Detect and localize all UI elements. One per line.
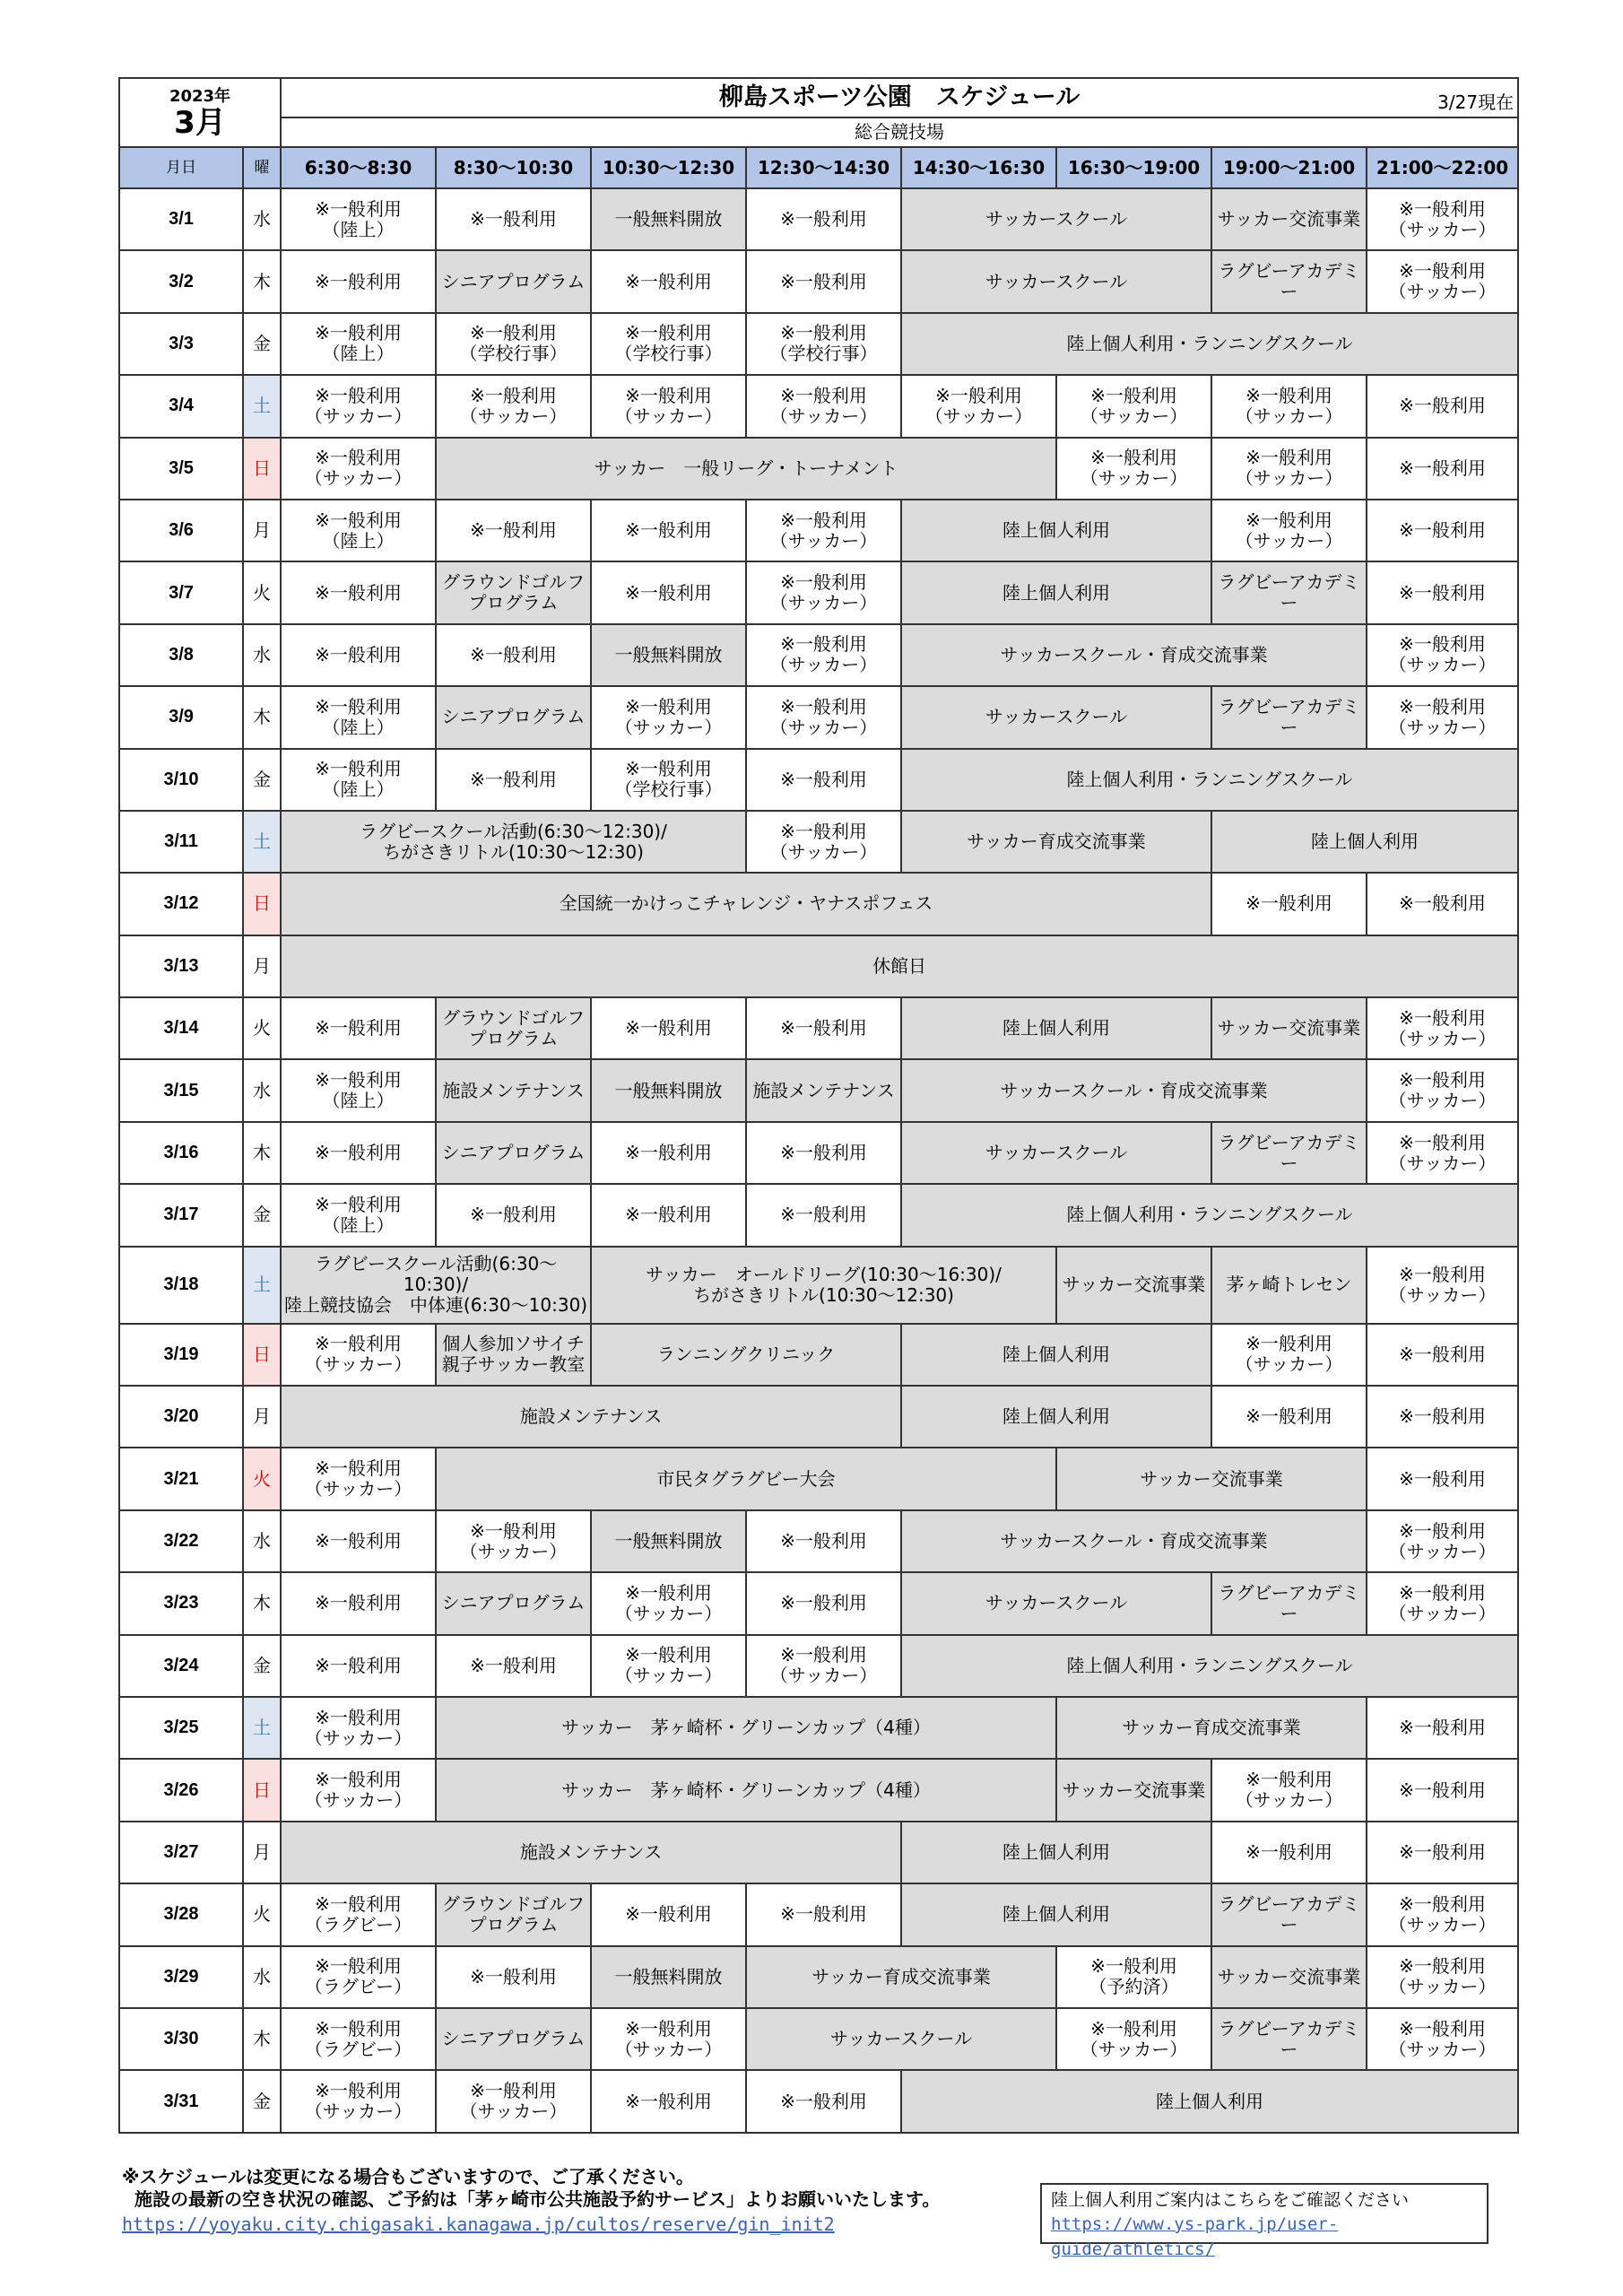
as-of-date: 3/27現在	[1437, 91, 1515, 113]
schedule-row	[119, 2008, 1518, 2070]
schedule-row	[119, 1059, 1518, 1121]
weekday-cell: 水	[243, 1946, 281, 2008]
slot-cell: 陸上個人利用	[901, 2070, 1518, 2132]
weekday-cell: 金	[243, 1635, 281, 1697]
slot-cell: ※一般利用 （サッカー）	[746, 624, 901, 686]
slot-cell: ※一般利用 （サッカー）	[591, 2008, 746, 2070]
date-cell: 3/24	[119, 1635, 243, 1697]
slot-cell: ※一般利用	[281, 250, 436, 312]
slot-cell: ラグビーアカデミー	[1211, 1572, 1367, 1634]
slot-cell: ※一般利用	[591, 1883, 746, 1945]
slot-cell: ※一般利用	[746, 250, 901, 312]
slot-cell: ※一般利用	[746, 1184, 901, 1246]
slot-cell: ※一般利用 （ラグビー）	[281, 1883, 436, 1945]
date-cell: 3/1	[119, 188, 243, 250]
slot-cell: ※一般利用 （学校行事）	[591, 749, 746, 811]
slot-cell: シニアプログラム	[436, 1572, 591, 1634]
title-cell	[281, 78, 1518, 117]
weekday-cell: 月	[243, 1822, 281, 1883]
date-cell: 3/26	[119, 1759, 243, 1821]
date-cell: 3/31	[119, 2070, 243, 2132]
slot-cell: ※一般利用 （サッカー）	[1367, 1059, 1518, 1121]
slot-cell: サッカー交流事業	[1056, 1759, 1211, 1821]
slot-cell: ※一般利用	[436, 1184, 591, 1246]
slot-cell: ※一般利用	[436, 500, 591, 561]
slot-cell: ※一般利用 （サッカー）	[746, 811, 901, 873]
slot-cell: ※一般利用 （サッカー）	[1367, 1247, 1518, 1324]
slot-cell: 一般無料開放	[591, 624, 746, 686]
col-header-dow: 曜	[243, 147, 281, 188]
slot-cell: ※一般利用 （サッカー）	[746, 500, 901, 561]
weekday-cell: 金	[243, 2070, 281, 2132]
column-header-row	[119, 147, 1518, 188]
weekday-cell: 日	[243, 438, 281, 500]
slot-cell: ※一般利用 （サッカー）	[436, 1510, 591, 1572]
weekday-cell: 火	[243, 561, 281, 623]
slot-cell: ※一般利用 （サッカー）	[1367, 1883, 1518, 1945]
slot-cell: 個人参加ソサイチ 親子サッカー教室	[436, 1324, 591, 1386]
slot-cell: ※一般利用	[436, 749, 591, 811]
slot-cell: グラウンドゴルフ プログラム	[436, 1883, 591, 1945]
schedule-row	[119, 811, 1518, 873]
slot-cell: ※一般利用 （サッカー）	[1056, 2008, 1211, 2070]
slot-cell: ※一般利用 （ラグビー）	[281, 1946, 436, 2008]
schedule-row	[119, 935, 1518, 997]
slot-cell: サッカースクール	[901, 250, 1211, 312]
slot-cell: ※一般利用 （サッカー）	[1056, 375, 1211, 437]
weekday-cell: 金	[243, 1184, 281, 1246]
slot-cell: ※一般利用 （サッカー）	[1056, 438, 1211, 500]
slot-cell: ※一般利用 （サッカー）	[281, 1697, 436, 1759]
slot-cell: ※一般利用	[436, 1635, 591, 1697]
facility-name: 総合競技場	[281, 117, 1518, 147]
slot-cell: 施設メンテナンス	[281, 1386, 901, 1448]
slot-cell: ※一般利用 （サッカー）	[746, 1635, 901, 1697]
slot-cell: 施設メンテナンス	[746, 1059, 901, 1121]
weekday-cell: 木	[243, 2008, 281, 2070]
slot-cell: 陸上個人利用・ランニングスクール	[901, 1635, 1518, 1697]
slot-cell: ※一般利用 （サッカー）	[1367, 997, 1518, 1059]
slot-cell: ※一般利用 （学校行事）	[746, 313, 901, 375]
slot-cell: ※一般利用	[746, 997, 901, 1059]
schedule-row	[119, 561, 1518, 623]
slot-cell: ※一般利用	[591, 1122, 746, 1184]
slot-cell: サッカースクール	[901, 1122, 1211, 1184]
schedule-table	[118, 77, 1519, 2134]
slot-cell: ※一般利用	[1367, 500, 1518, 561]
slot-cell: ※一般利用 （陸上）	[281, 686, 436, 748]
slot-cell: ※一般利用 （ラグビー）	[281, 2008, 436, 2070]
schedule-row	[119, 1510, 1518, 1572]
slot-cell: サッカースクール	[901, 686, 1211, 748]
schedule-row	[119, 1247, 1518, 1324]
slot-cell: ※一般利用 （サッカー）	[591, 1635, 746, 1697]
slot-cell: ※一般利用	[1367, 375, 1518, 437]
weekday-cell: 木	[243, 1122, 281, 1184]
slot-cell: グラウンドゴルフ プログラム	[436, 997, 591, 1059]
slot-cell: ※一般利用 （サッカー）	[746, 561, 901, 623]
slot-cell: ※一般利用 （サッカー）	[591, 1572, 746, 1634]
slot-cell: ラグビーアカデミー	[1211, 561, 1367, 623]
slot-cell: 陸上個人利用・ランニングスクール	[901, 1184, 1518, 1246]
date-cell: 3/27	[119, 1822, 243, 1883]
schedule-row	[119, 188, 1518, 250]
year-month-cell	[119, 78, 281, 147]
slot-cell: サッカースクール・育成交流事業	[901, 1510, 1367, 1572]
slot-cell: ※一般利用	[1367, 1697, 1518, 1759]
slot-cell: ラグビーアカデミー	[1211, 1883, 1367, 1945]
slot-cell: ※一般利用	[1211, 1822, 1367, 1883]
slot-cell: ※一般利用	[1367, 1324, 1518, 1386]
slot-cell: ※一般利用 （サッカー）	[436, 375, 591, 437]
slot-cell: 陸上個人利用	[1211, 811, 1518, 873]
slot-cell: ※一般利用 （サッカー）	[281, 1448, 436, 1509]
slot-cell: ラグビーアカデミー	[1211, 2008, 1367, 2070]
slot-cell: サッカー オールドリーグ(10:30～16:30)/ ちがさきリトル(10:30～12:30)	[591, 1247, 1056, 1324]
slot-cell: 全国統一かけっこチャレンジ・ヤナスポフェス	[281, 873, 1211, 935]
slot-cell: ※一般利用 （陸上）	[281, 749, 436, 811]
slot-cell: ※一般利用	[281, 1122, 436, 1184]
schedule-row	[119, 624, 1518, 686]
schedule-row	[119, 1572, 1518, 1634]
slot-cell: 陸上個人利用	[901, 561, 1211, 623]
date-cell: 3/5	[119, 438, 243, 500]
slot-cell: ※一般利用	[746, 1122, 901, 1184]
date-cell: 3/29	[119, 1946, 243, 2008]
slot-cell: ※一般利用 （サッカー）	[591, 686, 746, 748]
athletics-info-box	[1040, 2183, 1488, 2259]
slot-cell: サッカー交流事業	[1056, 1448, 1367, 1509]
slot-cell: 陸上個人利用	[901, 1822, 1211, 1883]
slot-cell: ※一般利用	[591, 1184, 746, 1246]
schedule-row	[119, 1946, 1518, 2008]
schedule-row	[119, 997, 1518, 1059]
slot-cell: サッカー育成交流事業	[901, 811, 1211, 873]
date-cell: 3/15	[119, 1059, 243, 1121]
slot-cell: 一般無料開放	[591, 1510, 746, 1572]
slot-cell: ※一般利用 （サッカー）	[1367, 624, 1518, 686]
weekday-cell: 土	[243, 1697, 281, 1759]
date-cell: 3/9	[119, 686, 243, 748]
slot-cell: ラグビーアカデミー	[1211, 250, 1367, 312]
slot-cell: ※一般利用 （学校行事）	[591, 313, 746, 375]
schedule-row	[119, 749, 1518, 811]
date-cell: 3/10	[119, 749, 243, 811]
slot-cell: ラグビースクール活動(6:30～10:30)/ 陸上競技協会 中体連(6:30～10:30)	[281, 1247, 591, 1324]
slot-cell: ※一般利用	[746, 1883, 901, 1945]
month-label: 3月	[174, 105, 226, 141]
slot-cell: ※一般利用	[436, 624, 591, 686]
date-cell: 3/25	[119, 1697, 243, 1759]
slot-cell: ※一般利用	[436, 188, 591, 250]
slot-cell: 陸上個人利用	[901, 1883, 1211, 1945]
weekday-cell: 日	[243, 1324, 281, 1386]
weekday-cell: 月	[243, 1386, 281, 1448]
slot-cell: シニアプログラム	[436, 686, 591, 748]
weekday-cell: 金	[243, 749, 281, 811]
slot-cell: ※一般利用	[281, 561, 436, 623]
reservation-link[interactable]: https://yoyaku.city.chigasaki.kanagawa.jp/cultos/reserve/gin_init2	[122, 2213, 835, 2235]
col-header-slot: 16:30～19:00	[1056, 147, 1211, 188]
slot-cell: ※一般利用 （サッカー）	[1211, 1324, 1367, 1386]
page-title: 柳島スポーツ公園 スケジュール	[718, 83, 1081, 111]
slot-cell: ※一般利用 （サッカー）	[281, 2070, 436, 2132]
reservation-note: 施設の最新の空き状況の確認、ご予約は「茅ヶ崎市公共施設予約サービス」よりお願いいたします。	[135, 2188, 941, 2210]
slot-cell: サッカー育成交流事業	[746, 1946, 1056, 2008]
slot-cell: ※一般利用 （サッカー）	[591, 375, 746, 437]
slot-cell: シニアプログラム	[436, 250, 591, 312]
slot-cell: ※一般利用	[591, 250, 746, 312]
slot-cell: ※一般利用 （予約済）	[1056, 1946, 1211, 2008]
slot-cell: ※一般利用 （サッカー）	[281, 375, 436, 437]
slot-cell: サッカースクール	[901, 1572, 1211, 1634]
date-cell: 3/6	[119, 500, 243, 561]
slot-cell: ※一般利用	[1211, 873, 1367, 935]
schedule-row	[119, 873, 1518, 935]
weekday-cell: 木	[243, 686, 281, 748]
weekday-cell: 日	[243, 873, 281, 935]
slot-cell: ※一般利用	[1367, 1822, 1518, 1883]
slot-cell: ※一般利用 （サッカー）	[1367, 188, 1518, 250]
schedule-row	[119, 1122, 1518, 1184]
slot-cell: 休館日	[281, 935, 1518, 997]
weekday-cell: 木	[243, 250, 281, 312]
slot-cell: シニアプログラム	[436, 2008, 591, 2070]
schedule-row	[119, 686, 1518, 748]
date-cell: 3/11	[119, 811, 243, 873]
date-cell: 3/7	[119, 561, 243, 623]
slot-cell: ※一般利用 （陸上）	[281, 500, 436, 561]
schedule-row	[119, 1324, 1518, 1386]
schedule-row	[119, 1697, 1518, 1759]
year-label: 2023年	[169, 87, 231, 106]
schedule-row	[119, 1883, 1518, 1945]
slot-cell: 施設メンテナンス	[436, 1059, 591, 1121]
slot-cell: ※一般利用	[1211, 1386, 1367, 1448]
slot-cell: シニアプログラム	[436, 1122, 591, 1184]
slot-cell: サッカー 一般リーグ・トーナメント	[436, 438, 1056, 500]
date-cell: 3/13	[119, 935, 243, 997]
slot-cell: サッカースクール・育成交流事業	[901, 624, 1367, 686]
schedule-change-note: ※スケジュールは変更になる場合もございますので、ご了承ください。	[122, 2166, 694, 2187]
slot-cell: ※一般利用 （サッカー）	[1367, 250, 1518, 312]
date-cell: 3/2	[119, 250, 243, 312]
slot-cell: ※一般利用	[436, 1946, 591, 2008]
slot-cell: ※一般利用 （サッカー）	[281, 1759, 436, 1821]
slot-cell: ※一般利用	[746, 749, 901, 811]
slot-cell: ※一般利用	[1367, 873, 1518, 935]
slot-cell: ※一般利用 （サッカー）	[1367, 1946, 1518, 2008]
date-cell: 3/8	[119, 624, 243, 686]
slot-cell: ※一般利用 （学校行事）	[436, 313, 591, 375]
slot-cell: サッカー交流事業	[1211, 997, 1367, 1059]
date-cell: 3/3	[119, 313, 243, 375]
slot-cell: ※一般利用 （サッカー）	[1211, 500, 1367, 561]
col-header-slot: 14:30～16:30	[901, 147, 1056, 188]
schedule-row	[119, 2070, 1518, 2132]
date-cell: 3/23	[119, 1572, 243, 1634]
slot-cell: ※一般利用 （サッカー）	[1367, 686, 1518, 748]
slot-cell: ※一般利用	[281, 1572, 436, 1634]
schedule-row	[119, 1822, 1518, 1883]
slot-cell: 一般無料開放	[591, 1946, 746, 2008]
weekday-cell: 日	[243, 1759, 281, 1821]
slot-cell: ※一般利用 （サッカー）	[1367, 1572, 1518, 1634]
slot-cell: ※一般利用	[1367, 1759, 1518, 1821]
weekday-cell: 土	[243, 375, 281, 437]
weekday-cell: 水	[243, 1059, 281, 1121]
slot-cell: グラウンドゴルフ プログラム	[436, 561, 591, 623]
date-cell: 3/20	[119, 1386, 243, 1448]
weekday-cell: 月	[243, 935, 281, 997]
slot-cell: ※一般利用 （サッカー）	[1367, 2008, 1518, 2070]
weekday-cell: 水	[243, 624, 281, 686]
slot-cell: ※一般利用 （サッカー）	[901, 375, 1056, 437]
weekday-cell: 水	[243, 1510, 281, 1572]
slot-cell: ※一般利用	[591, 2070, 746, 2132]
slot-cell: ※一般利用	[1367, 1448, 1518, 1509]
weekday-cell: 金	[243, 313, 281, 375]
schedule-row	[119, 438, 1518, 500]
col-header-slot: 10:30～12:30	[591, 147, 746, 188]
slot-cell: 茅ヶ崎トレセン	[1211, 1247, 1367, 1324]
col-header-date: 月日	[119, 147, 243, 188]
date-cell: 3/4	[119, 375, 243, 437]
schedule-row	[119, 250, 1518, 312]
slot-cell: ラグビーアカデミー	[1211, 686, 1367, 748]
slot-cell: 一般無料開放	[591, 188, 746, 250]
slot-cell: ※一般利用 （陸上）	[281, 1184, 436, 1246]
slot-cell: ※一般利用 （サッカー）	[1211, 375, 1367, 437]
slot-cell: ※一般利用 （陸上）	[281, 188, 436, 250]
slot-cell: 陸上個人利用	[901, 1324, 1211, 1386]
slot-cell: ※一般利用 （サッカー）	[746, 686, 901, 748]
col-header-slot: 6:30～8:30	[281, 147, 436, 188]
slot-cell: ※一般利用 （陸上）	[281, 1059, 436, 1121]
slot-cell: サッカー 茅ヶ崎杯・グリーンカップ（4種）	[436, 1697, 1056, 1759]
slot-cell: 陸上個人利用	[901, 500, 1211, 561]
weekday-cell: 土	[243, 811, 281, 873]
slot-cell: サッカースクール・育成交流事業	[901, 1059, 1367, 1121]
weekday-cell: 火	[243, 1883, 281, 1945]
slot-cell: ※一般利用	[1367, 561, 1518, 623]
date-cell: 3/12	[119, 873, 243, 935]
weekday-cell: 水	[243, 188, 281, 250]
slot-cell: ※一般利用	[281, 624, 436, 686]
date-cell: 3/14	[119, 997, 243, 1059]
slot-cell: ※一般利用 （サッカー）	[1367, 1122, 1518, 1184]
slot-cell: サッカースクール	[746, 2008, 1056, 2070]
schedule-row	[119, 313, 1518, 375]
slot-cell: ※一般利用	[591, 997, 746, 1059]
slot-cell: ラグビースクール活動(6:30～12:30)/ ちがさきリトル(10:30～12:30)	[281, 811, 746, 873]
slot-cell: ※一般利用	[591, 500, 746, 561]
slot-cell: ※一般利用	[591, 561, 746, 623]
slot-cell: ※一般利用	[1367, 438, 1518, 500]
slot-cell: ※一般利用	[281, 1635, 436, 1697]
schedule-row	[119, 1448, 1518, 1509]
schedule-row	[119, 375, 1518, 437]
col-header-slot: 8:30～10:30	[436, 147, 591, 188]
slot-cell: 市民タグラグビー大会	[436, 1448, 1056, 1509]
slot-cell: 陸上個人利用	[901, 1386, 1211, 1448]
schedule-row	[119, 1759, 1518, 1821]
slot-cell: ※一般利用 （サッカー）	[746, 375, 901, 437]
schedule-row	[119, 500, 1518, 561]
slot-cell: ※一般利用	[746, 1510, 901, 1572]
slot-cell: ※一般利用 （サッカー）	[1367, 1510, 1518, 1572]
slot-cell: ※一般利用	[746, 188, 901, 250]
slot-cell: 陸上個人利用	[901, 997, 1211, 1059]
slot-cell: サッカー交流事業	[1056, 1247, 1211, 1324]
slot-cell: サッカー交流事業	[1211, 188, 1367, 250]
slot-cell: 施設メンテナンス	[281, 1822, 901, 1883]
weekday-cell: 月	[243, 500, 281, 561]
weekday-cell: 火	[243, 997, 281, 1059]
slot-cell: サッカー 茅ヶ崎杯・グリーンカップ（4種）	[436, 1759, 1056, 1821]
col-header-slot: 19:00～21:00	[1211, 147, 1367, 188]
slot-cell: 陸上個人利用・ランニングスクール	[901, 313, 1518, 375]
schedule-row	[119, 1184, 1518, 1246]
date-cell: 3/16	[119, 1122, 243, 1184]
slot-cell: ランニングクリニック	[591, 1324, 901, 1386]
schedule-row	[119, 1635, 1518, 1697]
slot-cell: 一般無料開放	[591, 1059, 746, 1121]
slot-cell: サッカースクール	[901, 188, 1211, 250]
slot-cell: ※一般利用	[1367, 1386, 1518, 1448]
date-cell: 3/21	[119, 1448, 243, 1509]
date-cell: 3/18	[119, 1247, 243, 1324]
date-cell: 3/22	[119, 1510, 243, 1572]
slot-cell: ラグビーアカデミー	[1211, 1122, 1367, 1184]
date-cell: 3/19	[119, 1324, 243, 1386]
slot-cell: ※一般利用	[281, 997, 436, 1059]
slot-cell: サッカー育成交流事業	[1056, 1697, 1367, 1759]
slot-cell: ※一般利用 （サッカー）	[436, 2070, 591, 2132]
slot-cell: 陸上個人利用・ランニングスクール	[901, 749, 1518, 811]
slot-cell: ※一般利用 （サッカー）	[281, 1324, 436, 1386]
weekday-cell: 火	[243, 1448, 281, 1509]
weekday-cell: 土	[243, 1247, 281, 1324]
date-cell: 3/30	[119, 2008, 243, 2070]
slot-cell: ※一般利用 （陸上）	[281, 313, 436, 375]
date-cell: 3/28	[119, 1883, 243, 1945]
slot-cell: ※一般利用	[281, 1510, 436, 1572]
slot-cell: ※一般利用 （サッカー）	[1211, 438, 1367, 500]
date-cell: 3/17	[119, 1184, 243, 1246]
slot-cell: サッカー交流事業	[1211, 1946, 1367, 2008]
slot-cell: ※一般利用 （サッカー）	[281, 438, 436, 500]
slot-cell: ※一般利用	[746, 1572, 901, 1634]
col-header-slot: 21:00～22:00	[1367, 147, 1518, 188]
athletics-info-link[interactable]: https://www.ys-park.jp/user-guide/athletics/	[1051, 2214, 1339, 2259]
weekday-cell: 木	[243, 1572, 281, 1634]
slot-cell: ※一般利用 （サッカー）	[1211, 1759, 1367, 1821]
slot-cell: ※一般利用	[746, 2070, 901, 2132]
schedule-row	[119, 1386, 1518, 1448]
athletics-info-text: 陸上個人利用ご案内はこちらをご確認ください	[1051, 2190, 1410, 2210]
col-header-slot: 12:30～14:30	[746, 147, 901, 188]
